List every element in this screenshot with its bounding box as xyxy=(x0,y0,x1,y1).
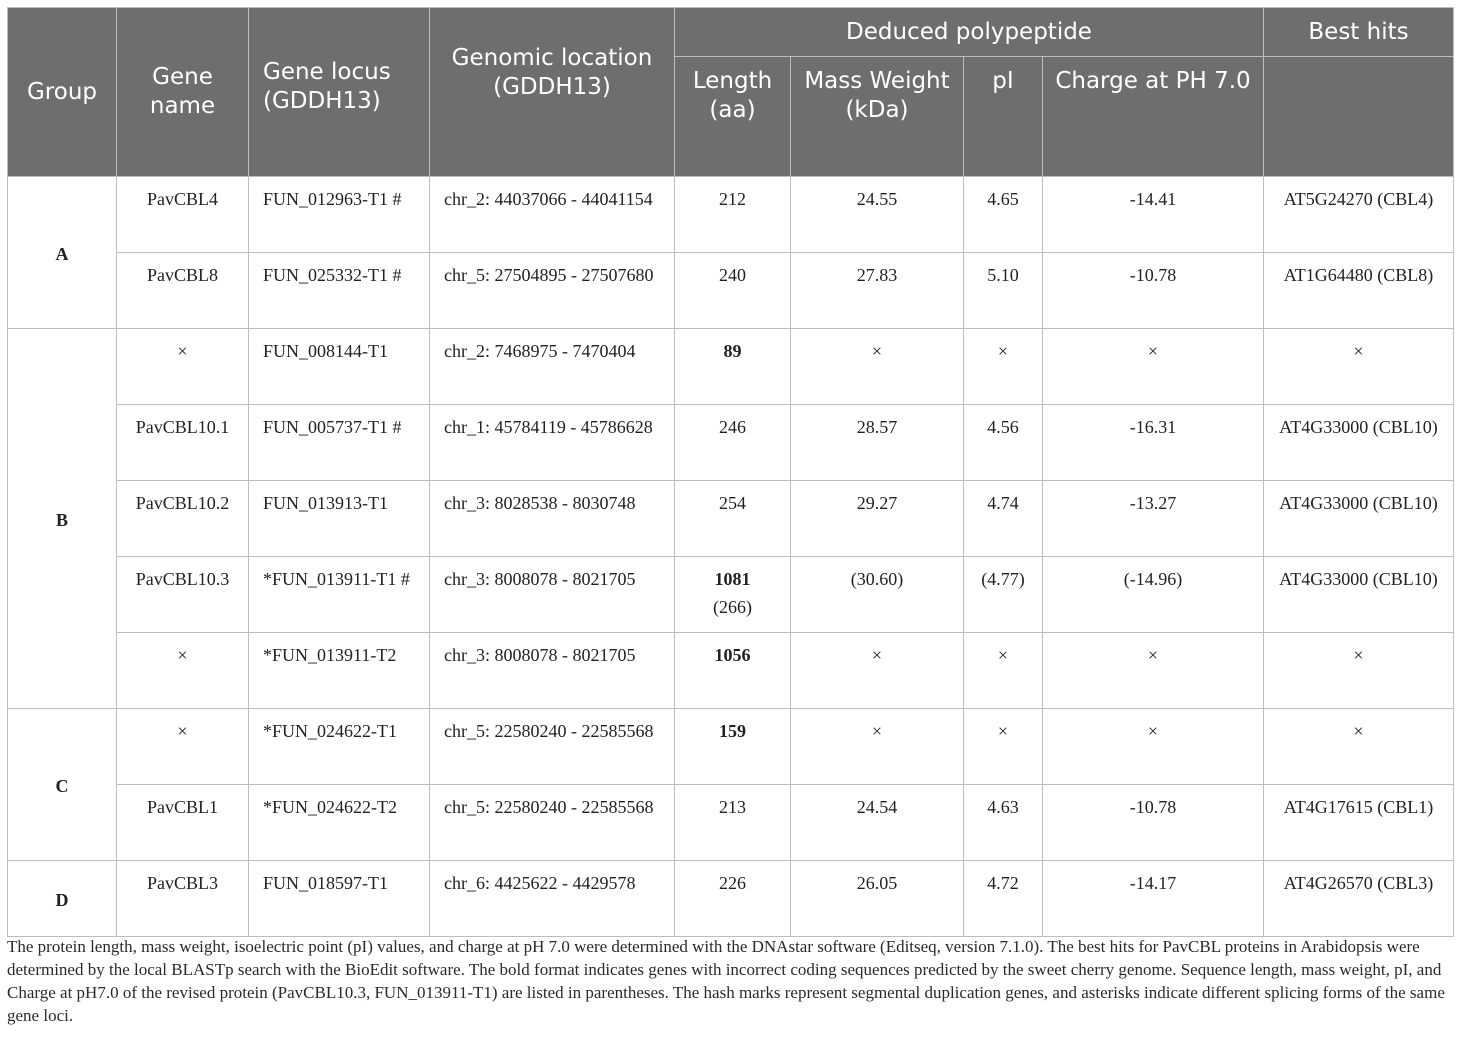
charge-cell: (-14.96) xyxy=(1043,557,1264,633)
gene-name-cell: PavCBL1 xyxy=(117,785,249,861)
genomic-location-cell: chr_5: 22580240 - 22585568 xyxy=(430,785,675,861)
pi-cell: 4.56 xyxy=(964,405,1043,481)
genomic-location-cell: chr_6: 4425622 - 4429578 xyxy=(430,861,675,937)
mass-weight-cell: 28.57 xyxy=(791,405,964,481)
charge-cell: × xyxy=(1043,329,1264,405)
charge-cell: -13.27 xyxy=(1043,481,1264,557)
pi-cell: 4.74 xyxy=(964,481,1043,557)
mass-weight-cell: 29.27 xyxy=(791,481,964,557)
best-hit-cell: × xyxy=(1264,709,1454,785)
best-hit-cell: × xyxy=(1264,329,1454,405)
table-row xyxy=(8,709,1454,785)
cbl-gene-table xyxy=(7,7,1454,937)
gene-name-cell: PavCBL3 xyxy=(117,861,249,937)
best-hit-cell: AT5G24270 (CBL4) xyxy=(1264,177,1454,253)
header-group: Group xyxy=(8,8,117,177)
table-row xyxy=(8,177,1454,253)
mass-weight-cell: × xyxy=(791,633,964,709)
gene-locus-cell: *FUN_013911-T2 xyxy=(249,633,430,709)
gene-locus-cell: FUN_008144-T1 xyxy=(249,329,430,405)
table-row xyxy=(8,329,1454,405)
header-gene-name: Gene name xyxy=(117,8,249,177)
length-revised-value: (266) xyxy=(713,597,752,617)
charge-cell: × xyxy=(1043,709,1264,785)
table-row xyxy=(8,861,1454,937)
mass-weight-cell: 24.54 xyxy=(791,785,964,861)
length-cell: 1056 xyxy=(675,633,791,709)
pi-cell: 4.63 xyxy=(964,785,1043,861)
gene-locus-cell: FUN_013913-T1 xyxy=(249,481,430,557)
pi-cell: 5.10 xyxy=(964,253,1043,329)
best-hit-cell: AT4G17615 (CBL1) xyxy=(1264,785,1454,861)
charge-cell: -14.17 xyxy=(1043,861,1264,937)
table-row xyxy=(8,785,1454,861)
genomic-location-cell: chr_3: 8008078 - 8021705 xyxy=(430,557,675,633)
pi-cell: 4.72 xyxy=(964,861,1043,937)
group-label: B xyxy=(8,329,117,709)
header-length: Length (aa) xyxy=(675,57,791,177)
table-container xyxy=(7,7,1453,937)
mass-weight-cell: × xyxy=(791,329,964,405)
length-cell: 226 xyxy=(675,861,791,937)
header-best-hits: Best hits xyxy=(1264,8,1454,57)
pi-cell: × xyxy=(964,329,1043,405)
gene-name-cell: × xyxy=(117,329,249,405)
gene-name-cell: × xyxy=(117,633,249,709)
header-pi: pI xyxy=(964,57,1043,177)
pi-cell: (4.77) xyxy=(964,557,1043,633)
header-mass-weight: Mass Weight (kDa) xyxy=(791,57,964,177)
header-best-hits-blank xyxy=(1264,57,1454,177)
table-row xyxy=(8,253,1454,329)
length-value: 1081 xyxy=(714,569,751,589)
charge-cell: -10.78 xyxy=(1043,785,1264,861)
mass-weight-cell: 24.55 xyxy=(791,177,964,253)
gene-locus-cell: FUN_025332-T1 # xyxy=(249,253,430,329)
best-hit-cell: AT4G33000 (CBL10) xyxy=(1264,557,1454,633)
length-cell: 89 xyxy=(675,329,791,405)
gene-name-cell: PavCBL8 xyxy=(117,253,249,329)
charge-cell: -10.78 xyxy=(1043,253,1264,329)
header-genomic-location: Genomic location (GDDH13) xyxy=(430,8,675,177)
gene-name-cell: PavCBL4 xyxy=(117,177,249,253)
length-cell: 213 xyxy=(675,785,791,861)
group-label: D xyxy=(8,861,117,937)
genomic-location-cell: chr_3: 8008078 - 8021705 xyxy=(430,633,675,709)
genomic-location-cell: chr_2: 7468975 - 7470404 xyxy=(430,329,675,405)
charge-cell: × xyxy=(1043,633,1264,709)
gene-locus-cell: *FUN_024622-T1 xyxy=(249,709,430,785)
table-row xyxy=(8,405,1454,481)
table-footnote: The protein length, mass weight, isoelectric point (pI) values, and charge at pH 7.0 were determined with the DNAstar software (Editseq, version 7.1.0). The best hits for PavCBL proteins in Arabidopsis were determined by the local BLASTp search with the BioEdit software. The bold format indicates genes with incorrect coding sequences predicted by the sweet cherry genome. Sequence length, mass weight, pI, and Charge at pH7.0 of the revised protein (PavCBL10.3, FUN_013911-T1) are listed in parentheses. The hash marks represent segmental duplication genes, and asterisks indicate different splicing forms of the same gene loci. xyxy=(7,937,1445,1025)
genomic-location-cell: chr_5: 27504895 - 27507680 xyxy=(430,253,675,329)
length-cell: 159 xyxy=(675,709,791,785)
best-hit-cell: AT4G33000 (CBL10) xyxy=(1264,405,1454,481)
mass-weight-cell: 26.05 xyxy=(791,861,964,937)
pi-cell: × xyxy=(964,709,1043,785)
gene-locus-cell: *FUN_013911-T1 # xyxy=(249,557,430,633)
best-hit-cell: × xyxy=(1264,633,1454,709)
gene-name-cell: PavCBL10.2 xyxy=(117,481,249,557)
length-cell: 212 xyxy=(675,177,791,253)
gene-locus-cell: FUN_012963-T1 # xyxy=(249,177,430,253)
header-charge: Charge at PH 7.0 xyxy=(1043,57,1264,177)
group-label: A xyxy=(8,177,117,329)
mass-weight-cell: (30.60) xyxy=(791,557,964,633)
table-body xyxy=(8,177,1454,937)
gene-locus-cell: FUN_005737-T1 # xyxy=(249,405,430,481)
gene-locus-cell: *FUN_024622-T2 xyxy=(249,785,430,861)
length-cell: 246 xyxy=(675,405,791,481)
group-label: C xyxy=(8,709,117,861)
gene-locus-cell: FUN_018597-T1 xyxy=(249,861,430,937)
best-hit-cell: AT4G33000 (CBL10) xyxy=(1264,481,1454,557)
table-row xyxy=(8,557,1454,633)
best-hit-cell: AT1G64480 (CBL8) xyxy=(1264,253,1454,329)
mass-weight-cell: × xyxy=(791,709,964,785)
genomic-location-cell: chr_1: 45784119 - 45786628 xyxy=(430,405,675,481)
charge-cell: -16.31 xyxy=(1043,405,1264,481)
mass-weight-cell: 27.83 xyxy=(791,253,964,329)
gene-name-cell: PavCBL10.1 xyxy=(117,405,249,481)
length-cell: 240 xyxy=(675,253,791,329)
gene-name-cell: × xyxy=(117,709,249,785)
table-row xyxy=(8,481,1454,557)
table-row xyxy=(8,633,1454,709)
best-hit-cell: AT4G26570 (CBL3) xyxy=(1264,861,1454,937)
gene-name-cell: PavCBL10.3 xyxy=(117,557,249,633)
pi-cell: 4.65 xyxy=(964,177,1043,253)
header-deduced-polypeptide: Deduced polypeptide xyxy=(675,8,1264,57)
charge-cell: -14.41 xyxy=(1043,177,1264,253)
genomic-location-cell: chr_2: 44037066 - 44041154 xyxy=(430,177,675,253)
length-cell xyxy=(675,557,791,633)
length-cell: 254 xyxy=(675,481,791,557)
header-gene-locus: Gene locus (GDDH13) xyxy=(249,8,430,177)
genomic-location-cell: chr_5: 22580240 - 22585568 xyxy=(430,709,675,785)
pi-cell: × xyxy=(964,633,1043,709)
genomic-location-cell: chr_3: 8028538 - 8030748 xyxy=(430,481,675,557)
